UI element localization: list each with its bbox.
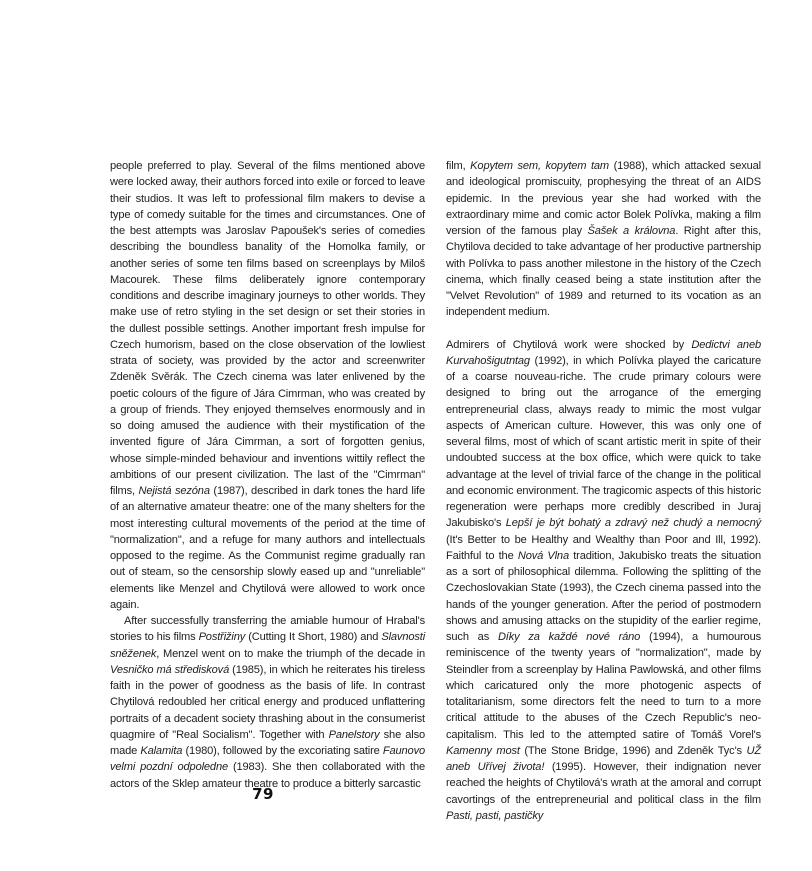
text-run: she also made: [110, 728, 425, 757]
text-run: (1983). She then collaborated with the actors of the Sklep amateur theatre to produce a bitterly sarcastic: [110, 761, 425, 790]
film-title: Kamenny most: [446, 744, 520, 757]
text-run: tradition, Jakubisko treats the situation as a sort of philosophical dilemma. Following the splitting of the Czechoslovakian State (1993), the Czech cinema passed into the hands of the younger generation. After the period of postmodern shows and amusing attacks on the stupidity of the earlier regime, such as: [446, 549, 761, 643]
film-title: Pasti, pasti, pastičky: [446, 809, 544, 822]
text-run: people preferred to play. Several of the films mentioned above were locked away, their authors forced into exile or forced to leave their studios. It was left to professional film makers to devise a type of comedy suitable for the times and circumstances. One of the best attempts was Jaroslav Papoušek's series of comedies describing the boundless banality of the Homolka family, or another series of some ten films based on screenplays by Miloš Macourek. These films deliberately ignore contemporary conditions and describe imaginary journeys to other worlds. They make use of retro styling in the set design or set their stories in the dullest possible settings. Another important fresh impulse for Czech humorism, based on the close observation of the lowliest strata of society, was provided by the actor and screenwriter Zdeněk Svěrák. The Czech cinema was later enlivened by the poetic colours of the figure of Jára Cimrman, who was created by a group of friends. They enjoyed themselves enormously and in so doing amused the audience with their mystification of the invented figure of Jára Cimrman, a sort of forgotten genius, whose simple-minded behaviour and inventions wittily reflect the ambitions of our present civilization. The last of the "Cimrman" films,: [110, 160, 425, 497]
text-run: film,: [446, 160, 471, 172]
text-run: (1992), in which Polívka played the caricature of a coarse nouveau-riche. The crude primary colours were designed to bring out the arrogance of the emerging entrepreneurial class, always ready to mimic the most vulgar aspects of American culture. However, this was only one of several films, most of which of scant artistic merit in spite of their undoubted success at the box office, which were quick to take advantage at the level of trivial farce of the change in the political and economic environment. The tragicomic aspects of this historic regeneration were perhaps more credibly described in Juraj Jakubisko's: [446, 354, 761, 530]
film-title: Kalamita: [140, 745, 183, 757]
right-text-column: [446, 158, 761, 824]
film-title: Kopytem sem, kopytem tam: [470, 160, 610, 172]
page-number: 79: [252, 785, 274, 803]
film-title: Faunovo velmi pozdní odpoledne: [110, 745, 425, 774]
text-run: (1988), which attacked sexual and ideological promiscuity, prophesying the threat of an AIDS epidemic. In the previous year she had worked with the extraordinary mime and comic actor Bolek Polívka, making a film version of the famous play: [446, 160, 761, 237]
left-paragraph-2: [110, 613, 425, 792]
text-run: (1985), in which he reiterates his tireless faith in the power of goodness as the basis of life. In contrast Chytilová redoubled her critical energy and produced unflattering portraits of a decadent society thrashing about in the consumerist quagmire of "Real Socialism". Together with: [110, 663, 425, 741]
text-run: (1995). However, their indignation never reached the heights of Chytilová's wrath at the amoral and corrupt cavortings of the entrepreneurial and political class in the film: [446, 761, 761, 806]
film-title: Postřižiny: [198, 631, 246, 644]
text-run: After successfully transferring the amiable humour of Hrabal's stories to his films: [110, 615, 425, 644]
film-title: Panelstory: [328, 728, 380, 741]
film-title: Slavnosti sněženek: [110, 631, 426, 660]
film-title: UŽ aneb Uřívej života!: [446, 744, 761, 773]
film-title: Díky za každé nové ráno: [497, 631, 641, 643]
film-title: Dedictvi aneb Kurvahošigutntag: [446, 338, 761, 367]
text-run: (The Stone Bridge, 1996) and Zdeněk Tyc's: [519, 744, 747, 757]
text-run: (1980), followed by the excoriating satire: [182, 745, 383, 757]
right-paragraph-1: [446, 158, 761, 321]
right-paragraph-2: [446, 337, 761, 825]
text-run: , Menzel went on to make the triumph of the decade in: [156, 647, 425, 660]
left-text-column: [110, 158, 425, 792]
film-title: Vesničko má středisková: [110, 663, 230, 676]
text-run: . Right after this, Chytilova decided to take advantage of her productive partnership with Polívka to pass another milestone in the history of the Czech cinema, which finally ceased being a state institution after the "Velvet Revolution" of 1989 and returned to its vocation as an independent medium.: [446, 225, 762, 319]
film-title: Nejistá sezóna: [138, 485, 210, 497]
film-title: Nová Vlna: [517, 549, 569, 562]
film-title: Šašek a královna: [587, 225, 676, 237]
left-paragraph-1: [110, 158, 425, 613]
text-run: Admirers of Chytilová work were shocked by: [446, 338, 692, 351]
film-title: Lepší je být bohatý a zdravý než chudý a nemocný: [505, 517, 761, 530]
text-run: (1994), a humourous reminiscence of the twenty years of "normalization", made by Steindler from a screenplay by Halina Pawlowská, and other films which caricatured only the more photogenic aspects of totalitarianism, some directors felt the need to turn to a more critical attitude to the abuses of the Czech Republic's neo-capitalism. This led to the attempted satire of Tomáš Vorel's: [446, 631, 761, 741]
text-run: (1987), described in dark tones the hard life of an alternative amateur theatre: one of the many shelters for the most interesting cultural movements of the period at the time of "normalization", and a refuge for many authors and intellectuals opposed to the regime. As the Communist regime gradually ran out of steam, so the censorship slowly eased up and "unreliable" elements like Menzel and Chytilová were allowed to work once again.: [110, 485, 426, 611]
text-run: (It's Better to be Healthy and Wealthy than Poor and Ill, 1992). Faithful to the: [446, 533, 761, 562]
text-run: (Cutting It Short, 1980) and: [245, 631, 382, 644]
